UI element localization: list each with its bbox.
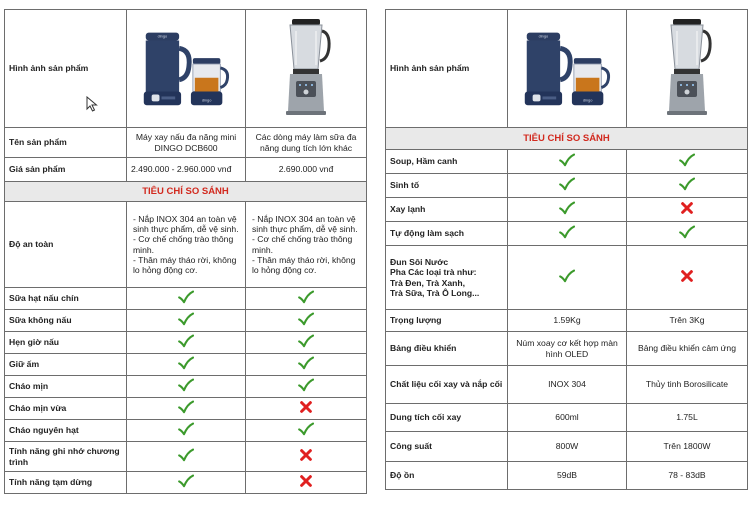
- spec-value-other: Thủy tinh Borosilicate: [627, 366, 748, 404]
- feature-value-other: [627, 222, 748, 246]
- feature-label: Tính năng tạm dừng: [5, 472, 127, 494]
- spec-rows: [386, 310, 748, 490]
- safety-value-other: - Nắp INOX 304 an toàn vệ sinh thực phẩm, dễ vệ sinh. - Cơ chế chống trào thông minh. - Thân máy tháo rời, không lo hỏng động cơ.: [246, 202, 367, 288]
- check-icon: [298, 334, 314, 348]
- feature-rows: [5, 288, 367, 494]
- image-row: [386, 10, 748, 128]
- image-row-label: Hình ảnh sản phẩm: [5, 10, 127, 128]
- spec-value-other: Trên 3Kg: [627, 310, 748, 332]
- check-icon: [178, 422, 194, 436]
- check-icon: [298, 378, 314, 392]
- check-icon: [178, 448, 194, 462]
- price-value-other: 2.690.000 vnđ: [246, 158, 367, 182]
- section-header: TIÊU CHÍ SO SÁNH: [5, 182, 367, 202]
- section-header-row: [386, 128, 748, 150]
- feature-value-dingo: [127, 472, 246, 494]
- spec-row: [386, 432, 748, 462]
- price-label: Giá sản phẩm: [5, 158, 127, 182]
- feature-row: [5, 288, 367, 310]
- feature-value-other: [627, 174, 748, 198]
- spec-value-other: Bảng điều khiển cảm ứng: [627, 332, 748, 366]
- spec-value-other: Trên 1800W: [627, 432, 748, 462]
- feature-label: Cháo mịn: [5, 376, 127, 398]
- feature-value-dingo: [127, 310, 246, 332]
- other-blender-image: [246, 10, 367, 128]
- check-icon: [559, 269, 575, 283]
- feature-value-other: [627, 150, 748, 174]
- feature-label: Soup, Hầm canh: [386, 150, 508, 174]
- tea-row: [386, 246, 748, 310]
- check-icon: [679, 153, 695, 167]
- spec-label: Độ ồn: [386, 462, 508, 490]
- dingo-product-image: [127, 10, 246, 128]
- feature-row: [5, 398, 367, 420]
- feature-value-other: [246, 472, 367, 494]
- feature-value-other: [246, 398, 367, 420]
- feature-value-dingo: [508, 198, 627, 222]
- feature-rows: [386, 150, 748, 246]
- feature-label: Tính năng ghi nhớ chương trình: [5, 442, 127, 472]
- feature-row: [5, 442, 367, 472]
- spec-value-dingo: 600ml: [508, 404, 627, 432]
- tea-value-dingo: [508, 246, 627, 310]
- comparison-table-right: [385, 9, 748, 490]
- spec-value-other: 78 - 83dB: [627, 462, 748, 490]
- cross-icon: [299, 400, 313, 414]
- safety-label: Độ an toàn: [5, 202, 127, 288]
- feature-value-dingo: [508, 150, 627, 174]
- feature-value-other: [246, 442, 367, 472]
- name-value-other: Các dòng máy làm sữa đa năng dung tích lớn khác: [246, 128, 367, 158]
- cross-icon: [299, 474, 313, 488]
- spec-label: Công suất: [386, 432, 508, 462]
- feature-value-dingo: [127, 420, 246, 442]
- spec-label: Chất liệu cối xay và nắp cối: [386, 366, 508, 404]
- spec-row: [386, 404, 748, 432]
- spec-label: Trọng lượng: [386, 310, 508, 332]
- feature-label: Hẹn giờ nấu: [5, 332, 127, 354]
- check-icon: [298, 422, 314, 436]
- spec-value-dingo: 800W: [508, 432, 627, 462]
- check-icon: [298, 356, 314, 370]
- dingo-product-image: [508, 10, 627, 128]
- price-value-dingo: 2.490.000 - 2.960.000 vnđ: [127, 158, 246, 182]
- name-row: [5, 128, 367, 158]
- check-icon: [178, 334, 194, 348]
- section-header: TIÊU CHÍ SO SÁNH: [386, 128, 748, 150]
- feature-value-other: [627, 198, 748, 222]
- feature-row: [5, 376, 367, 398]
- cross-icon: [680, 201, 694, 215]
- feature-row: [386, 198, 748, 222]
- feature-value-dingo: [127, 354, 246, 376]
- check-icon: [298, 290, 314, 304]
- comparison-table-left: [4, 9, 367, 494]
- safety-row: [5, 202, 367, 288]
- spec-value-other: 1.75L: [627, 404, 748, 432]
- feature-value-dingo: [127, 398, 246, 420]
- name-label: Tên sản phẩm: [5, 128, 127, 158]
- check-icon: [298, 312, 314, 326]
- check-icon: [559, 153, 575, 167]
- check-icon: [679, 225, 695, 239]
- feature-row: [5, 472, 367, 494]
- feature-row: [5, 420, 367, 442]
- check-icon: [178, 474, 194, 488]
- spec-row: [386, 462, 748, 490]
- check-icon: [559, 177, 575, 191]
- feature-row: [5, 332, 367, 354]
- spec-label: Dung tích cối xay: [386, 404, 508, 432]
- feature-label: Cháo mịn vừa: [5, 398, 127, 420]
- check-icon: [178, 290, 194, 304]
- check-icon: [559, 201, 575, 215]
- check-icon: [178, 378, 194, 392]
- feature-value-dingo: [508, 174, 627, 198]
- feature-label: Sữa hạt nấu chín: [5, 288, 127, 310]
- feature-value-dingo: [127, 288, 246, 310]
- spec-label: Bảng điều khiển: [386, 332, 508, 366]
- mouse-cursor-icon: [86, 96, 98, 112]
- price-row: [5, 158, 367, 182]
- feature-value-dingo: [508, 222, 627, 246]
- feature-value-other: [246, 310, 367, 332]
- other-blender-image: [627, 10, 748, 128]
- tea-value-other: [627, 246, 748, 310]
- feature-value-dingo: [127, 376, 246, 398]
- spec-row: [386, 332, 748, 366]
- spec-row: [386, 366, 748, 404]
- feature-value-other: [246, 354, 367, 376]
- spec-value-dingo: 59dB: [508, 462, 627, 490]
- image-row: [5, 10, 367, 128]
- cross-icon: [680, 269, 694, 283]
- spec-value-dingo: Núm xoay cơ kết hợp màn hình OLED: [508, 332, 627, 366]
- feature-value-other: [246, 376, 367, 398]
- feature-label: Sinh tố: [386, 174, 508, 198]
- feature-label: Xay lạnh: [386, 198, 508, 222]
- check-icon: [178, 356, 194, 370]
- feature-row: [386, 150, 748, 174]
- feature-value-other: [246, 332, 367, 354]
- feature-row: [386, 174, 748, 198]
- check-icon: [178, 400, 194, 414]
- feature-row: [386, 222, 748, 246]
- feature-value-other: [246, 288, 367, 310]
- feature-label: Cháo nguyên hạt: [5, 420, 127, 442]
- spec-value-dingo: 1.59Kg: [508, 310, 627, 332]
- safety-value-dingo: - Nắp INOX 304 an toàn vệ sinh thực phẩm, dễ vệ sinh. - Cơ chế chống trào thông minh. - Thân máy tháo rời, không lo hỏng động cơ.: [127, 202, 246, 288]
- feature-value-dingo: [127, 332, 246, 354]
- spec-row: [386, 310, 748, 332]
- feature-value-other: [246, 420, 367, 442]
- section-header-row: [5, 182, 367, 202]
- feature-label: Tự động làm sạch: [386, 222, 508, 246]
- name-value-dingo: Máy xay nấu đa năng mini DINGO DCB600: [127, 128, 246, 158]
- feature-label: Giữ ấm: [5, 354, 127, 376]
- feature-label: Sữa không nấu: [5, 310, 127, 332]
- spec-value-dingo: INOX 304: [508, 366, 627, 404]
- check-icon: [559, 225, 575, 239]
- feature-row: [5, 310, 367, 332]
- image-row-label: Hình ảnh sản phẩm: [386, 10, 508, 128]
- cross-icon: [299, 448, 313, 462]
- check-icon: [178, 312, 194, 326]
- check-icon: [679, 177, 695, 191]
- feature-row: [5, 354, 367, 376]
- tea-label: Đun Sôi Nước Pha Các loại trà như: Trà Đen, Trà Xanh, Trà Sữa, Trà Ô Long...: [386, 246, 508, 310]
- feature-value-dingo: [127, 442, 246, 472]
